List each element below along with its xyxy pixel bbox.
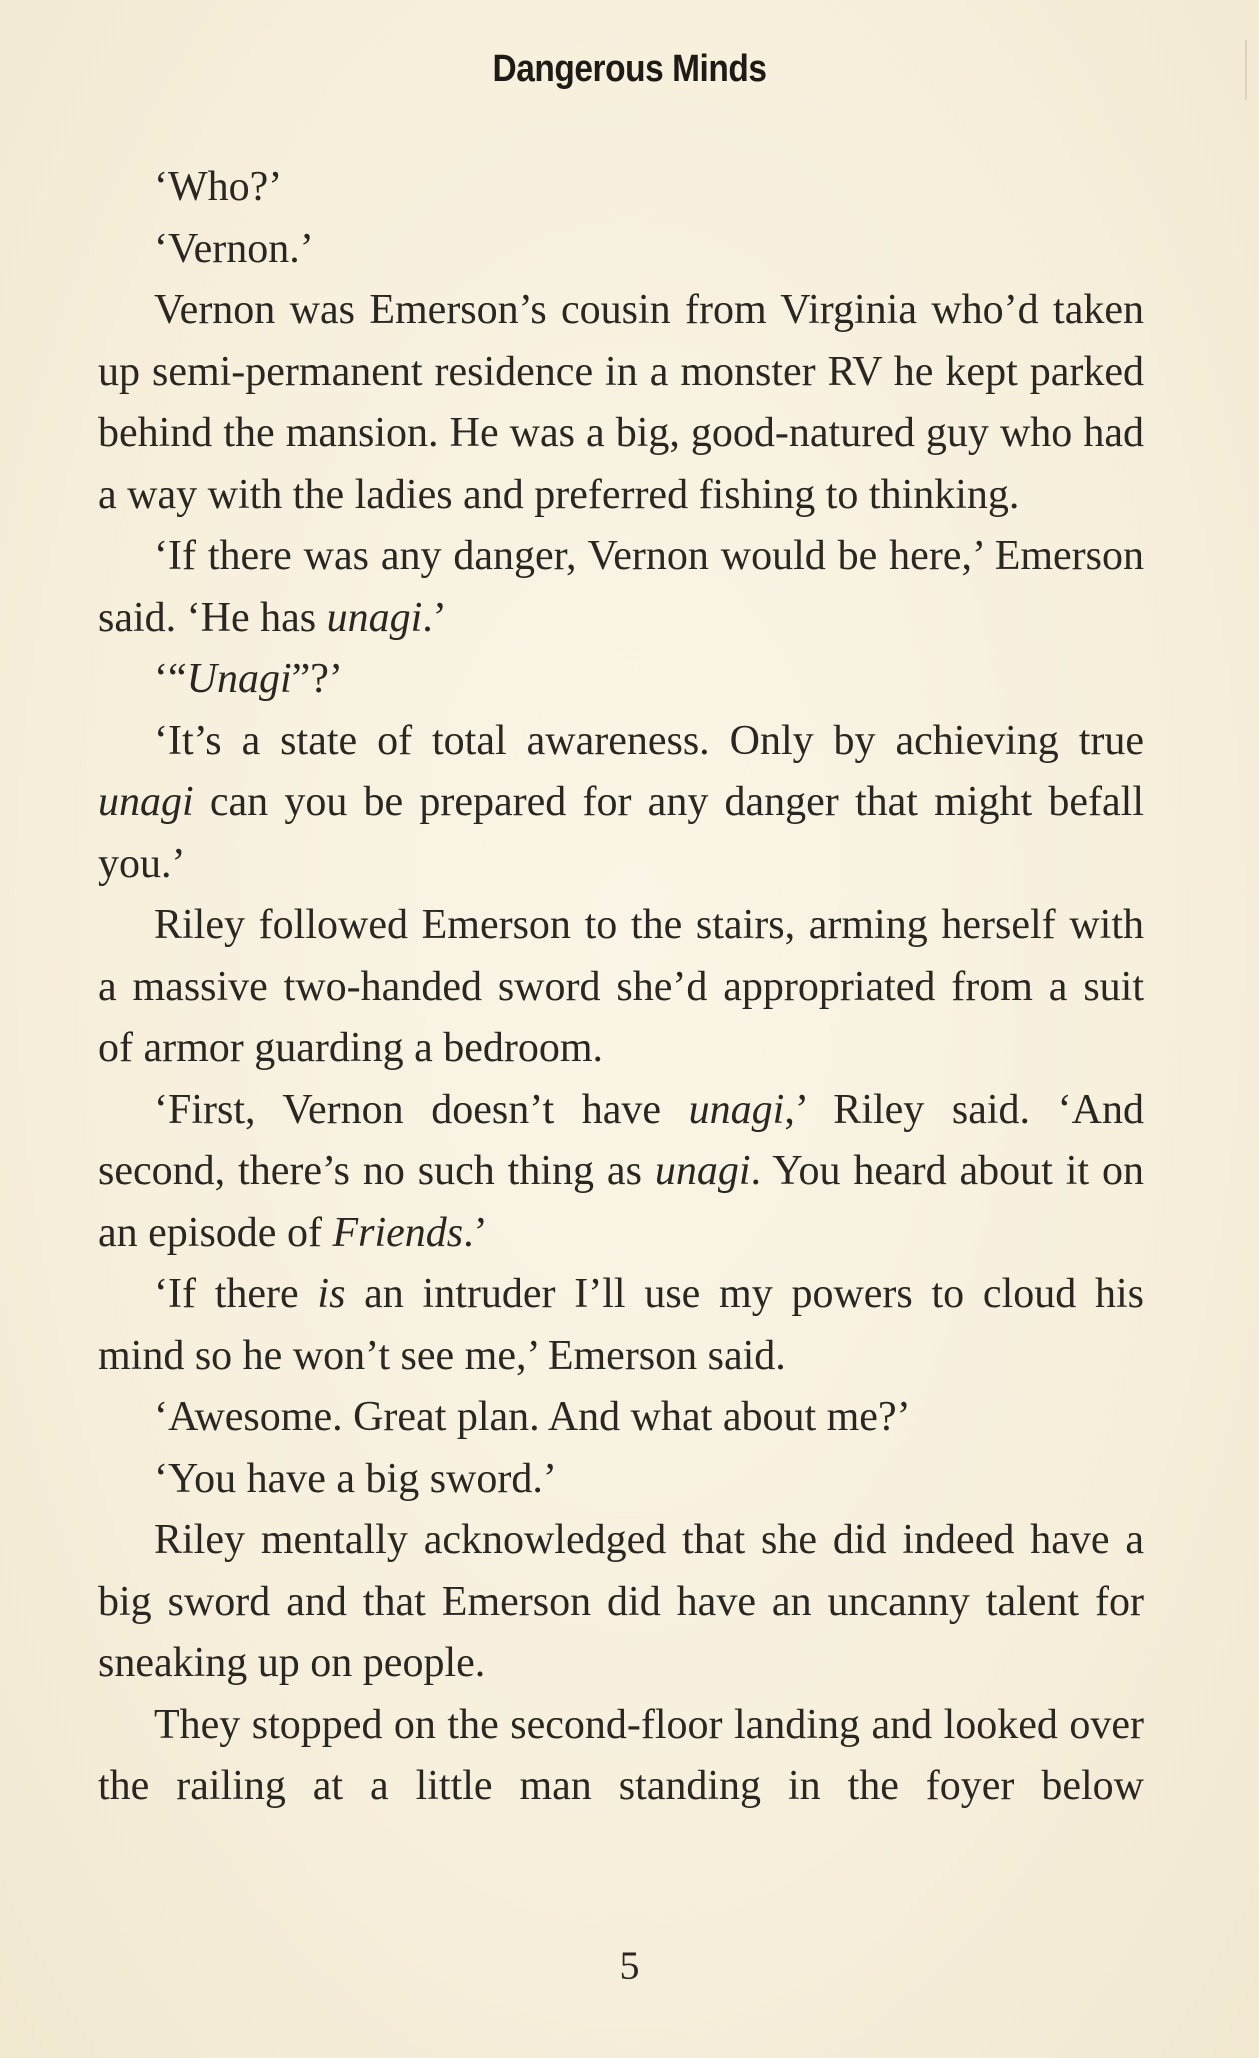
running-head: Dangerous Minds	[492, 48, 767, 90]
italic-run: unagi	[654, 1148, 751, 1194]
paragraph	[98, 1387, 1144, 1449]
italic-run: Friends	[332, 1209, 464, 1256]
paragraph	[98, 711, 1144, 896]
italic-run: is	[317, 1271, 346, 1317]
text-run: an intruder I’ll use my powers to cloud his mind so he won’t see me,’ Emerson said.	[98, 1271, 1145, 1379]
page-edge-shadow	[1245, 40, 1247, 100]
paragraph	[98, 649, 1144, 711]
italic-run: Unagi	[186, 656, 292, 702]
paragraph	[98, 1449, 1144, 1511]
italic-run: unagi	[326, 594, 423, 641]
text-run: Riley mentally acknowledged that she did indeed have a big sword and that Emerson did have an uncanny talent for sneaking up on people.	[98, 1517, 1144, 1686]
paragraph	[98, 280, 1144, 526]
paragraph	[98, 1080, 1144, 1265]
text-run: ‘If there was any danger, Vernon would be here,’ Emerson said. ‘He has	[98, 533, 1144, 641]
text-run: .’	[422, 594, 447, 641]
text-run: ‘First, Vernon doesn’t have	[154, 1086, 689, 1133]
text-run: .’	[463, 1209, 488, 1256]
italic-run: unagi	[688, 1086, 785, 1133]
paragraph	[98, 1695, 1144, 1818]
text-run: can you be prepared for any danger that might befall you.’	[98, 779, 1144, 887]
text-run: They stopped on the second-floor landing and looked over the railing at a little man standing in the foyer below	[98, 1701, 1144, 1809]
text-run: ,’ Riley said. ‘And second, there’s no such thing as	[98, 1086, 1144, 1194]
paragraph	[98, 1510, 1144, 1695]
text-run: Riley followed Emerson to the stairs, arming herself with a massive two-handed sword she’d appropriated from a suit of armor guarding a bedroom.	[98, 902, 1144, 1071]
page-number: 5	[619, 1943, 640, 1988]
text-run: Vernon was Emerson’s cousin from Virginia who’d taken up semi-permanent residence in a monster RV he kept parked behind the mansion. He was a big, good-natured guy who had a way with the ladies and preferred fishing to thinking.	[98, 287, 1144, 518]
text-run: ”?’	[291, 656, 343, 702]
text-run: ‘Who?’	[154, 164, 283, 210]
paragraph	[98, 526, 1144, 649]
paragraph	[98, 895, 1144, 1080]
paragraph	[98, 157, 1144, 219]
text-run: . You heard about it on an episode of	[98, 1148, 1144, 1256]
text-run: ‘“	[154, 656, 187, 702]
paragraph	[98, 1264, 1144, 1387]
text-run: ‘It’s a state of total awareness. Only by achieving true	[154, 717, 1144, 764]
italic-run: unagi	[98, 779, 194, 825]
text-run: ‘Awesome. Great plan. And what about me?’	[154, 1394, 911, 1440]
text-run: ‘If there	[154, 1271, 318, 1317]
text-run: ‘You have a big sword.’	[154, 1455, 557, 1502]
paragraph	[98, 219, 1144, 281]
text-run: ‘Vernon.’	[154, 225, 314, 272]
body-text	[98, 157, 1144, 1818]
